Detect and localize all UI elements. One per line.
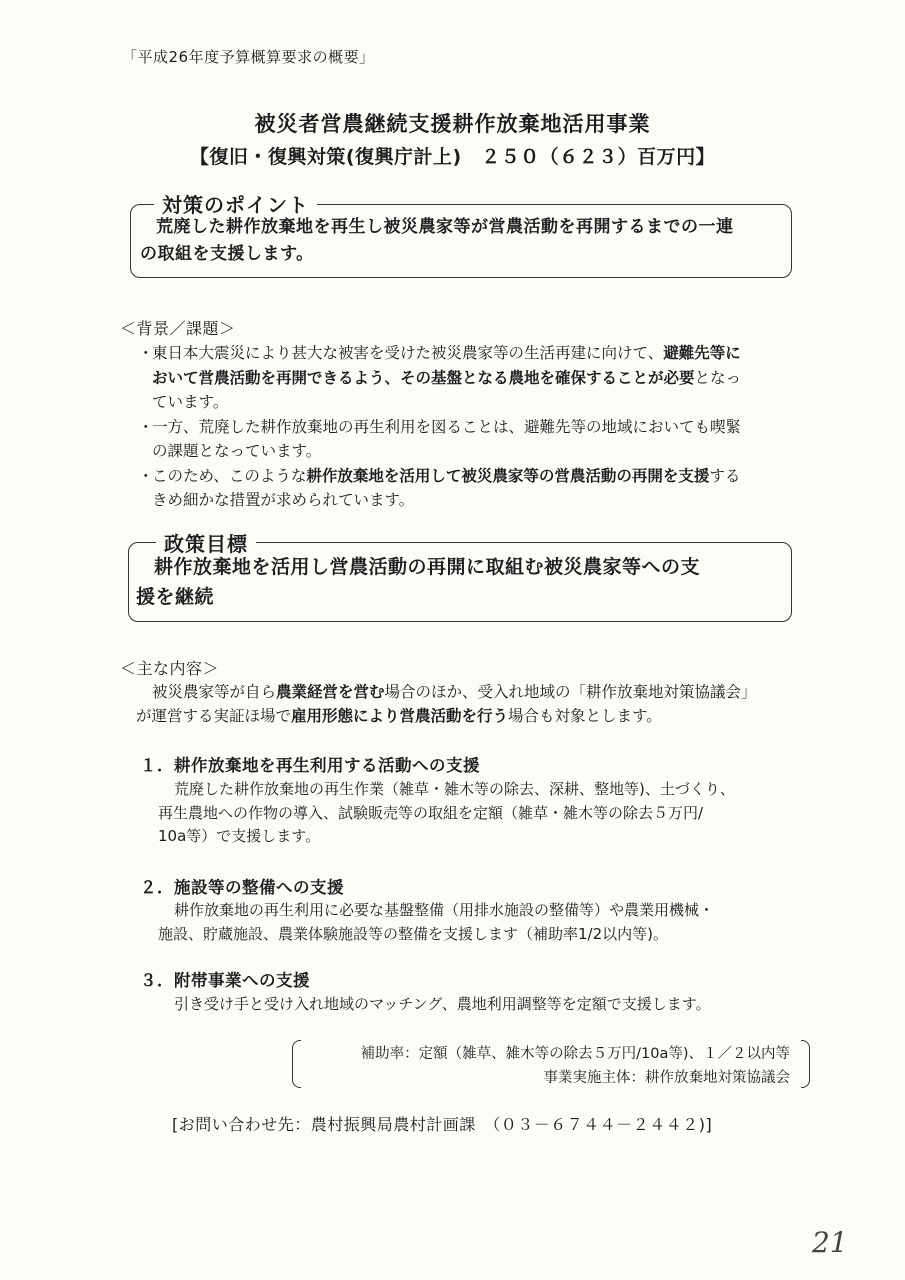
subsidy-rate: 補助率：定額（雑草、雑木等の除去５万円/10a等)、１／２以内等 — [360, 1046, 790, 1062]
text-span: 場合のほか、受入れ地域の「耕作放棄地対策協議会」 — [384, 683, 757, 701]
background-bullets — [138, 341, 818, 513]
text-line: 荒廃した耕作放棄地の再生作業（雑草・雑木等の除去、深耕、整地等)、土づくり、 — [174, 780, 735, 798]
policy-box-text — [136, 552, 786, 612]
background-bullet-1 — [138, 341, 818, 415]
text-span: 東日本大震災により甚大な被害を受けた被災農家等の生活再建に向けて、 — [152, 344, 664, 362]
text-span-bold: 避難先等に — [663, 344, 741, 362]
text-span-bold: 耕作放棄地を活用して被災農家等の営農活動の再開を支援 — [306, 466, 710, 485]
text-span: となっ — [694, 368, 742, 387]
points-line-1: 荒廃した耕作放棄地を再生し被災農家等が営農活動を再開するまでの一連 — [156, 217, 734, 237]
points-line-2: の取組を支援します。 — [140, 244, 314, 264]
policy-line-1: 耕作放棄地を活用し営農活動の再開に取組む被災農家等への支 — [154, 556, 701, 578]
text-line: 施設、貯蔵施設、農業体験施設等の整備を支援します（補助率1/2以内等)。 — [158, 924, 668, 943]
subsidy-note — [292, 1038, 810, 1088]
main-content-intro — [136, 680, 816, 728]
text-line: ています。 — [152, 393, 229, 411]
text-line: 一方、荒廃した耕作放棄地の再生利用を図ることは、避難先等の地域においても喫緊 — [152, 417, 742, 436]
implementing-body: 事業実施主体：耕作放棄地対策協議会 — [543, 1070, 790, 1086]
points-box-label: 対策のポイント — [154, 189, 317, 218]
text-span: が運営する実証ほ場で — [136, 707, 292, 725]
text-span: 被災農家等が自ら — [152, 683, 277, 701]
page-number: 21 — [812, 1226, 848, 1259]
contact-info: [お問い合わせ先：農村振興局農村計画課 （０３－６７４４－２４４２)] — [172, 1115, 713, 1134]
text-line: きめ細かな措置が求められています。 — [152, 491, 415, 509]
text-span: このため、このような — [152, 466, 307, 485]
policy-line-2: 援を継続 — [136, 586, 215, 608]
text-span: する — [709, 466, 741, 485]
item-3-body — [158, 993, 808, 1017]
points-box-text — [140, 214, 790, 268]
item-1-body — [158, 778, 808, 849]
text-span-bold: 農業経営を営む — [276, 683, 385, 701]
background-bullet-2 — [138, 415, 818, 464]
budget-line: 【復旧・復興対策(復興庁計上) ２５０（６２３）百万円】 — [189, 146, 716, 168]
item-1-title: １．耕作放棄地を再生利用する活動への支援 — [140, 756, 480, 775]
item-3-title: ３．附帯事業への支援 — [140, 971, 310, 990]
main-content-heading: ＜主な内容＞ — [120, 659, 220, 678]
policy-box-label: 政策目標 — [156, 528, 256, 557]
background-heading: ＜背景／課題＞ — [120, 319, 236, 338]
page-title: 被災者営農継続支援耕作放棄地活用事業 — [254, 112, 651, 136]
text-span: 場合も対象とします。 — [508, 707, 662, 725]
text-span-bold: 雇用形態により営農活動を行う — [291, 707, 509, 725]
text-line: の課題となっています。 — [152, 442, 322, 460]
text-line: 10a等）で支援します。 — [158, 827, 321, 845]
bullet-mark: ・ — [138, 344, 154, 362]
text-span-bold: おいて営農活動を再開できるよう、その基盤となる農地を確保することが必要 — [152, 368, 695, 387]
text-line: 再生農地への作物の導入、試験販売等の取組を定額（雑草・雑木等の除去５万円/ — [158, 803, 704, 822]
background-bullet-3 — [138, 464, 818, 513]
left-brace — [292, 1040, 301, 1088]
item-2-title: ２．施設等の整備への支援 — [140, 878, 344, 897]
text-line: 引き受け手と受け入れ地域のマッチング、農地利用調整等を定額で支援します。 — [174, 995, 711, 1013]
right-brace — [801, 1040, 810, 1088]
header-note: 「平成26年度予算概算要求の概要」 — [122, 48, 375, 66]
item-2-body — [158, 899, 808, 946]
text-line: 耕作放棄地の再生利用に必要な基盤整備（用排水施設の整備等）や農業用機械・ — [174, 901, 715, 919]
bullet-mark: ・ — [138, 417, 154, 436]
bullet-mark: ・ — [138, 466, 154, 485]
